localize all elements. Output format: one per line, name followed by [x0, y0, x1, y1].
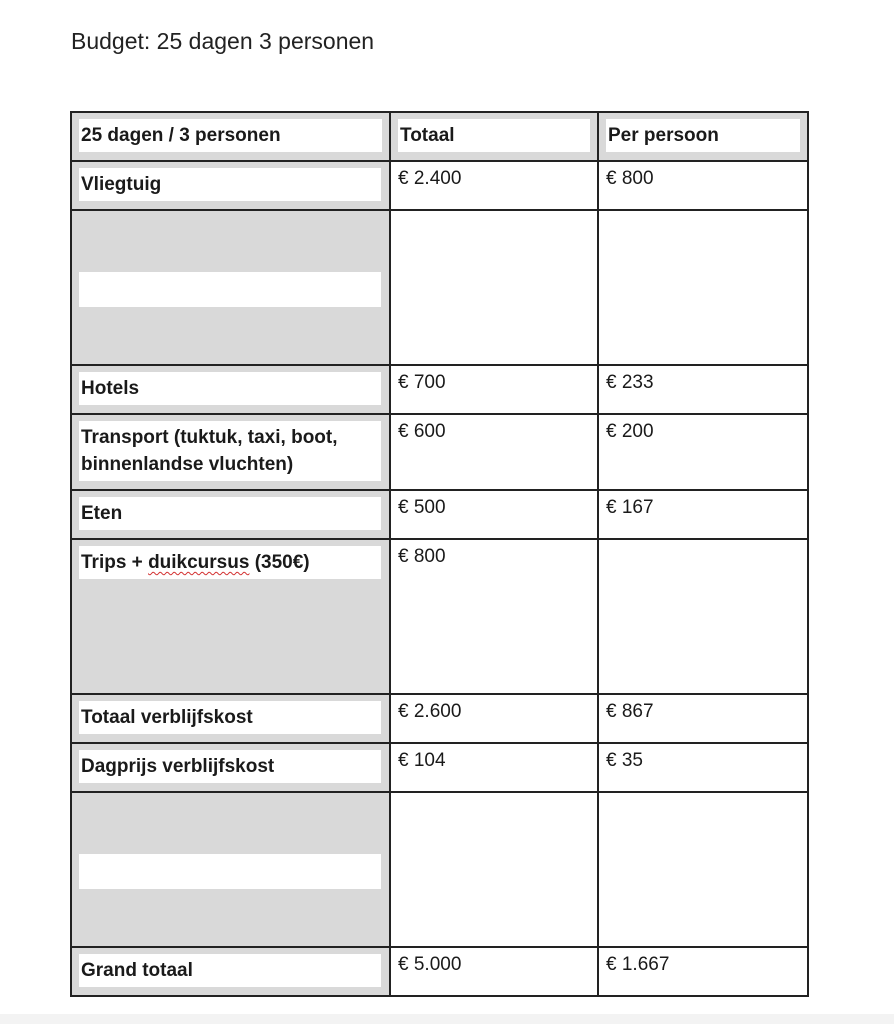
header-label-text: 25 dagen / 3 personen	[79, 119, 382, 152]
row-totaal-cell-empty[interactable]	[390, 792, 598, 947]
row-totaal-cell-empty[interactable]	[390, 210, 598, 365]
value-per-persoon-hotels: € 233	[606, 372, 654, 393]
row-label-vliegtuig: Vliegtuig	[79, 168, 381, 201]
row-totaal-cell[interactable]	[390, 414, 598, 490]
row-per-persoon-cell[interactable]	[598, 414, 808, 490]
table-header-row	[71, 112, 808, 161]
header-per-persoon-text: Per persoon	[606, 119, 800, 152]
empty-label-box	[79, 272, 381, 307]
value-per-persoon-trips	[599, 540, 807, 543]
value-per-persoon-dagprijs-verblijfskost: € 35	[606, 750, 643, 771]
value-totaal-vliegtuig: € 2.400	[398, 168, 462, 189]
value-totaal-hotels: € 700	[398, 372, 446, 393]
row-per-persoon-cell[interactable]	[598, 947, 808, 996]
table-row-empty	[71, 792, 808, 947]
value-per-persoon-vliegtuig: € 800	[606, 168, 654, 189]
trips-label-end: (350€)	[249, 552, 310, 573]
row-totaal-cell[interactable]	[390, 694, 598, 743]
row-per-persoon-cell-empty[interactable]	[598, 792, 808, 947]
row-per-persoon-cell[interactable]	[598, 365, 808, 414]
document-title: Budget: 25 dagen 3 personen	[71, 28, 375, 54]
row-totaal-cell[interactable]	[390, 490, 598, 539]
row-label-eten: Eten	[79, 497, 381, 530]
row-totaal-cell[interactable]	[390, 743, 598, 792]
row-totaal-cell[interactable]	[390, 947, 598, 996]
spellcheck-word[interactable]: duikcursus	[148, 552, 250, 573]
row-per-persoon-cell[interactable]	[598, 694, 808, 743]
row-label-cell[interactable]	[71, 365, 390, 414]
table-row-dagprijs-verblijfskost	[71, 743, 808, 792]
row-label-cell[interactable]	[71, 694, 390, 743]
row-per-persoon-cell-empty[interactable]	[598, 210, 808, 365]
row-label-dagprijs-verblijfskost: Dagprijs verblijfskost	[79, 750, 381, 783]
value-per-persoon-transport: € 200	[606, 421, 654, 442]
value-per-persoon-eten: € 167	[606, 497, 654, 518]
table-row-trips	[71, 539, 808, 694]
row-totaal-cell[interactable]	[390, 539, 598, 694]
row-totaal-cell[interactable]	[390, 365, 598, 414]
row-label-hotels: Hotels	[79, 372, 381, 405]
row-per-persoon-cell[interactable]	[598, 490, 808, 539]
row-label-cell[interactable]	[71, 161, 390, 210]
row-label-totaal-verblijfskost: Totaal verblijfskost	[79, 701, 381, 734]
value-totaal-transport: € 600	[398, 421, 446, 442]
row-label-grand-totaal: Grand totaal	[79, 954, 381, 987]
page-bottom-edge	[0, 1014, 894, 1024]
row-label-transport: Transport (tuktuk, taxi, boot, binnenlandse vluchten)	[79, 421, 381, 481]
row-label-cell[interactable]	[71, 743, 390, 792]
empty-label-box	[79, 854, 381, 889]
value-totaal-eten: € 500	[398, 497, 446, 518]
table-row-empty	[71, 210, 808, 365]
table-row-transport	[71, 414, 808, 490]
header-cell-totaal[interactable]	[390, 112, 598, 161]
budget-table	[70, 111, 809, 997]
row-label-trips	[79, 546, 381, 579]
trips-label-start: Trips +	[81, 552, 149, 573]
header-cell-label[interactable]	[71, 112, 390, 161]
value-totaal-grand-totaal: € 5.000	[398, 954, 462, 975]
table-row-grand-totaal	[71, 947, 808, 996]
row-per-persoon-cell[interactable]	[598, 539, 808, 694]
row-label-cell-empty[interactable]	[71, 210, 390, 365]
header-totaal-text: Totaal	[398, 119, 590, 152]
row-per-persoon-cell[interactable]	[598, 743, 808, 792]
value-per-persoon-totaal-verblijfskost: € 867	[606, 701, 654, 722]
row-label-cell[interactable]	[71, 539, 390, 694]
row-totaal-cell[interactable]	[390, 161, 598, 210]
value-totaal-trips: € 800	[398, 546, 446, 567]
row-label-cell[interactable]	[71, 947, 390, 996]
value-totaal-totaal-verblijfskost: € 2.600	[398, 701, 462, 722]
row-label-cell[interactable]	[71, 414, 390, 490]
value-per-persoon-grand-totaal: € 1.667	[606, 954, 670, 975]
row-label-cell[interactable]	[71, 490, 390, 539]
table-row-hotels	[71, 365, 808, 414]
header-cell-per-persoon[interactable]	[598, 112, 808, 161]
row-per-persoon-cell[interactable]	[598, 161, 808, 210]
table-row-eten	[71, 490, 808, 539]
table-row-vliegtuig	[71, 161, 808, 210]
row-label-cell-empty[interactable]	[71, 792, 390, 947]
table-row-totaal-verblijfskost	[71, 694, 808, 743]
value-totaal-dagprijs-verblijfskost: € 104	[398, 750, 446, 771]
